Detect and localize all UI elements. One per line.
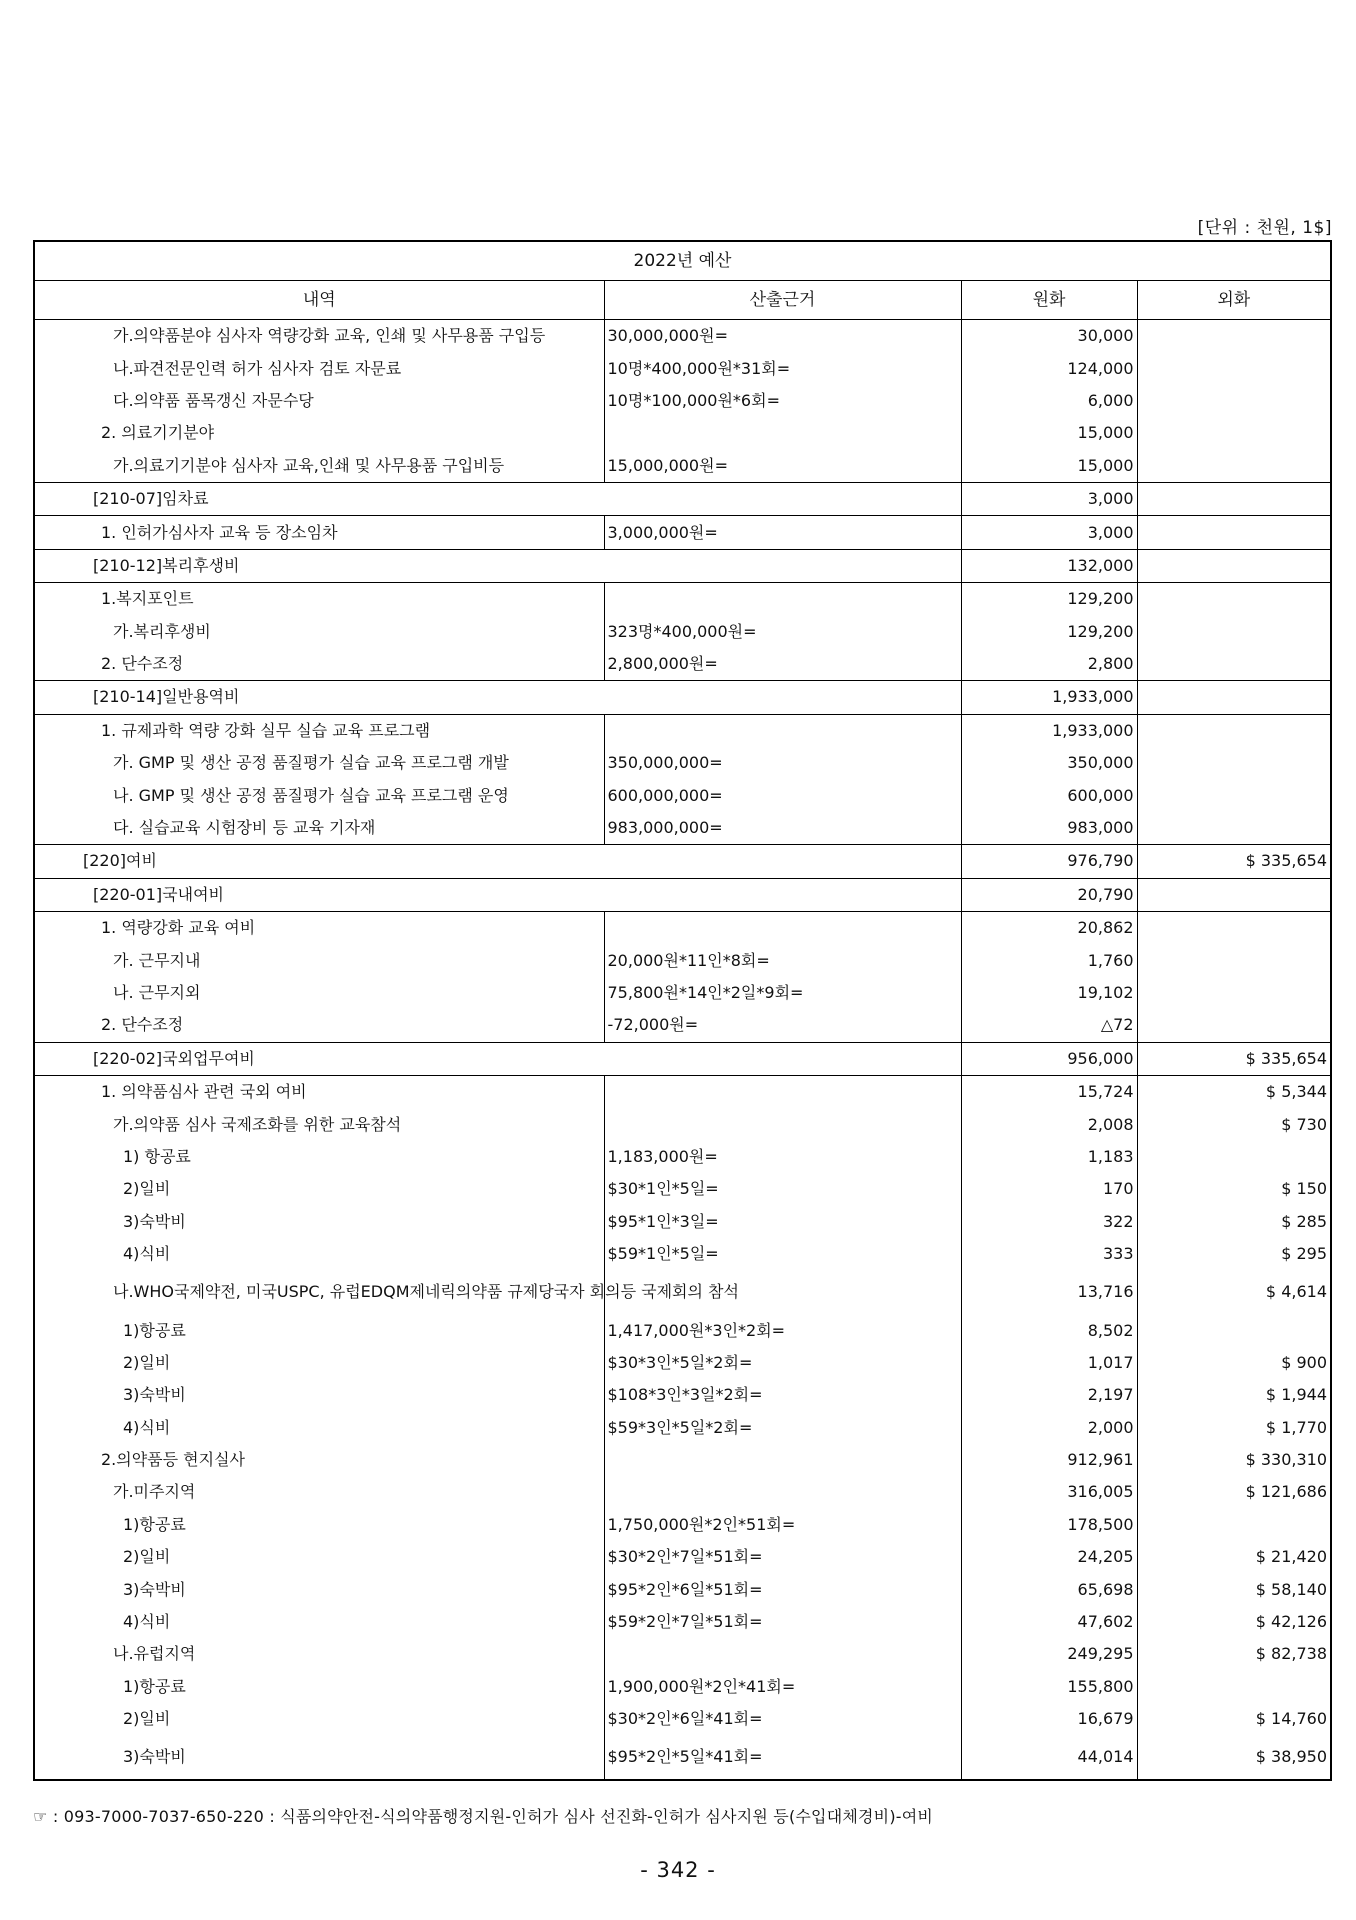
row-krw-amount: 20,790 (961, 878, 1137, 911)
row-basis (604, 1638, 961, 1670)
row-description: [210-14]일반용역비 (34, 681, 961, 714)
row-krw-amount: 912,961 (961, 1444, 1137, 1476)
row-krw-amount: 1,183 (961, 1141, 1137, 1173)
table-row (34, 1476, 1331, 1508)
row-description: 1)항공료 (123, 1676, 186, 1696)
row-description: 1. 규제과학 역량 강화 실무 실습 교육 프로그램 (34, 714, 604, 747)
table-row (34, 1735, 1331, 1780)
row-fx-amount (1137, 648, 1331, 681)
row-krw-amount: 16,679 (961, 1703, 1137, 1735)
row-fx-amount (1137, 516, 1331, 549)
row-basis (604, 1075, 961, 1108)
row-fx-amount: $ 38,950 (1137, 1735, 1331, 1780)
row-basis: 1,750,000원*2인*51회= (604, 1509, 961, 1541)
budget-year-title: 2022년 예산 (34, 241, 1331, 281)
row-fx-amount: $ 150 (1137, 1173, 1331, 1205)
row-krw-amount: 129,200 (961, 616, 1137, 648)
table-row (34, 779, 1331, 811)
row-description: [220-01]국내여비 (34, 878, 961, 911)
table-row (34, 1347, 1331, 1379)
row-fx-amount: $ 335,654 (1137, 845, 1331, 878)
row-krw-amount: 3,000 (961, 516, 1137, 549)
row-fx-amount: $ 295 (1137, 1238, 1331, 1270)
row-basis: $59*3인*5일*2회= (604, 1412, 961, 1444)
row-krw-amount: 350,000 (961, 747, 1137, 779)
row-description: 2.의약품등 현지실사 (101, 1450, 245, 1470)
row-basis: 350,000,000= (604, 747, 961, 779)
unit-label: [단위 : 천원, 1$] (1197, 218, 1332, 238)
row-fx-amount: $ 1,770 (1137, 1412, 1331, 1444)
table-section-row (34, 583, 1331, 616)
row-description: 3)숙박비 (123, 1385, 186, 1405)
row-fx-amount (1137, 385, 1331, 417)
table-row (34, 747, 1331, 779)
row-krw-amount: 1,760 (961, 944, 1137, 976)
row-description: 나.WHO국제약전, 미국USPC, 유럽EDQM제네릭의약품 규제당국자 회의등 국제회의 참석 (113, 1282, 739, 1302)
row-basis (604, 714, 961, 747)
row-krw-amount: 19,102 (961, 977, 1137, 1009)
row-krw-amount: 47,602 (961, 1606, 1137, 1638)
row-basis: 983,000,000= (604, 812, 961, 845)
row-basis (604, 912, 961, 945)
row-krw-amount: 1,933,000 (961, 681, 1137, 714)
row-description: 3)숙박비 (123, 1211, 186, 1231)
row-fx-amount (1137, 878, 1331, 911)
row-basis: $30*2인*6일*41회= (604, 1703, 961, 1735)
row-basis (604, 1444, 961, 1476)
table-row (34, 450, 1331, 483)
row-fx-amount: $ 4,614 (1137, 1270, 1331, 1314)
row-description: 4)식비 (123, 1244, 171, 1264)
table-row (34, 1541, 1331, 1573)
row-krw-amount: 178,500 (961, 1509, 1137, 1541)
row-description: 2)일비 (123, 1352, 171, 1372)
row-krw-amount: 129,200 (961, 583, 1137, 616)
row-description: 4)식비 (123, 1612, 171, 1632)
row-basis: 10명*100,000원*6회= (604, 385, 961, 417)
table-row (34, 1638, 1331, 1670)
table-row (34, 1238, 1331, 1270)
row-krw-amount: 322 (961, 1206, 1137, 1238)
row-krw-amount: 13,716 (961, 1270, 1137, 1314)
row-fx-amount: $ 42,126 (1137, 1606, 1331, 1638)
row-fx-amount (1137, 747, 1331, 779)
row-description: [220]여비 (34, 845, 961, 878)
row-description: 2. 의료기기분야 (101, 423, 215, 443)
row-description: 1. 역량강화 교육 여비 (34, 912, 604, 945)
table-section-row (34, 1042, 1331, 1075)
row-krw-amount: 956,000 (961, 1042, 1137, 1075)
row-krw-amount: 316,005 (961, 1476, 1137, 1508)
row-fx-amount: $ 285 (1137, 1206, 1331, 1238)
table-row (34, 977, 1331, 1009)
row-basis (604, 1108, 961, 1140)
row-description: 나. 근무지외 (113, 983, 201, 1002)
table-row (34, 1108, 1331, 1140)
row-basis: $108*3인*3일*2회= (604, 1379, 961, 1411)
row-fx-amount (1137, 352, 1331, 384)
row-fx-amount (1137, 583, 1331, 616)
row-basis: $30*2인*7일*51회= (604, 1541, 961, 1573)
row-description: 가. 근무지내 (113, 950, 201, 970)
row-fx-amount: $ 900 (1137, 1347, 1331, 1379)
row-fx-amount (1137, 912, 1331, 945)
row-basis: 2,800,000원= (604, 648, 961, 681)
row-krw-amount: 44,014 (961, 1735, 1137, 1780)
header-basis: 산출근거 (604, 281, 961, 320)
row-basis (604, 583, 961, 616)
table-section-row (34, 714, 1331, 747)
table-row (34, 648, 1331, 681)
row-fx-amount (1137, 1314, 1331, 1346)
row-fx-amount (1137, 482, 1331, 515)
table-row (34, 1606, 1331, 1638)
row-description: 가.복리후생비 (113, 621, 211, 641)
row-description: [210-07]임차료 (34, 482, 961, 515)
row-basis: $30*1인*5일= (604, 1173, 961, 1205)
row-fx-amount (1137, 1141, 1331, 1173)
table-row (34, 385, 1331, 417)
row-krw-amount: 6,000 (961, 385, 1137, 417)
row-krw-amount: 155,800 (961, 1671, 1137, 1703)
row-basis: 15,000,000원= (604, 450, 961, 483)
table-section-row (34, 516, 1331, 549)
row-description: 가.미주지역 (113, 1482, 196, 1502)
table-row (34, 1173, 1331, 1205)
table-row (34, 1412, 1331, 1444)
table-row (34, 1270, 1331, 1314)
row-fx-amount (1137, 320, 1331, 353)
row-description: [220-02]국외업무여비 (34, 1042, 961, 1075)
table-row (34, 1141, 1331, 1173)
row-description: 4)식비 (123, 1417, 171, 1437)
row-basis: 1,900,000원*2인*41회= (604, 1671, 961, 1703)
row-description: 나.유럽지역 (113, 1644, 196, 1664)
header-desc: 내역 (34, 281, 604, 320)
table-row (34, 944, 1331, 976)
row-basis: 30,000,000원= (604, 320, 961, 353)
row-krw-amount: 20,862 (961, 912, 1137, 945)
column-header-row (34, 281, 1331, 320)
row-basis: $59*1인*5일= (604, 1238, 961, 1270)
table-section-row (34, 482, 1331, 515)
row-basis: 10명*400,000원*31회= (604, 352, 961, 384)
table-row (34, 1206, 1331, 1238)
row-fx-amount (1137, 944, 1331, 976)
row-basis (604, 1476, 961, 1508)
row-fx-amount (1137, 417, 1331, 449)
row-krw-amount: 170 (961, 1173, 1137, 1205)
row-krw-amount: 1,933,000 (961, 714, 1137, 747)
table-section-row (34, 549, 1331, 582)
footnote: ☞ : 093-7000-7037-650-220 : 식품의약안전-식의약품행정지원-인허가 심사 선진화-인허가 심사지원 등(수입대체경비)-여비 (33, 1807, 934, 1826)
row-fx-amount: $ 82,738 (1137, 1638, 1331, 1670)
table-row (34, 1671, 1331, 1703)
table-row (34, 1314, 1331, 1346)
row-basis (604, 417, 961, 449)
table-row (34, 1444, 1331, 1476)
row-description: 1)항공료 (123, 1514, 186, 1534)
row-fx-amount (1137, 714, 1331, 747)
page-number: - 342 - (640, 1858, 716, 1882)
row-description: 다. 실습교육 시험장비 등 교육 기자재 (113, 818, 376, 838)
table-row (34, 320, 1331, 353)
row-fx-amount: $ 5,344 (1137, 1075, 1331, 1108)
row-krw-amount: 2,000 (961, 1412, 1137, 1444)
row-description: 가.의약품분야 심사자 역량강화 교육, 인쇄 및 사무용품 구입등 (113, 326, 546, 346)
row-fx-amount: $ 58,140 (1137, 1573, 1331, 1605)
row-fx-amount (1137, 1009, 1331, 1042)
row-basis: 20,000원*11인*8회= (604, 944, 961, 976)
table-row (34, 616, 1331, 648)
row-fx-amount (1137, 812, 1331, 845)
row-description: 2)일비 (123, 1179, 171, 1199)
row-fx-amount: $ 1,944 (1137, 1379, 1331, 1411)
row-krw-amount: 65,698 (961, 1573, 1137, 1605)
row-fx-amount (1137, 1671, 1331, 1703)
row-description: 2. 단수조정 (101, 1015, 184, 1035)
row-krw-amount: 132,000 (961, 549, 1137, 582)
table-section-row (34, 878, 1331, 911)
row-krw-amount: 15,000 (961, 417, 1137, 449)
row-basis: $95*2인*5일*41회= (604, 1735, 961, 1780)
row-krw-amount: 976,790 (961, 845, 1137, 878)
row-krw-amount: 333 (961, 1238, 1137, 1270)
budget-table (33, 240, 1332, 1781)
row-basis: $95*2인*6일*51회= (604, 1573, 961, 1605)
table-section-row (34, 1075, 1331, 1108)
row-fx-amount (1137, 779, 1331, 811)
row-description: 3)숙박비 (123, 1579, 186, 1599)
row-krw-amount: 3,000 (961, 482, 1137, 515)
row-krw-amount: 600,000 (961, 779, 1137, 811)
row-description: 다.의약품 품목갱신 자문수당 (113, 390, 314, 410)
row-basis: $30*3인*5일*2회= (604, 1347, 961, 1379)
table-row (34, 1009, 1331, 1042)
row-krw-amount: 124,000 (961, 352, 1137, 384)
row-basis: 75,800원*14인*2일*9회= (604, 977, 961, 1009)
table-row (34, 1573, 1331, 1605)
row-description: 1. 의약품심사 관련 국외 여비 (34, 1075, 604, 1108)
row-krw-amount: 15,000 (961, 450, 1137, 483)
row-fx-amount (1137, 977, 1331, 1009)
table-row (34, 1509, 1331, 1541)
row-fx-amount: $ 330,310 (1137, 1444, 1331, 1476)
row-krw-amount: 2,008 (961, 1108, 1137, 1140)
row-basis: $95*1인*3일= (604, 1206, 961, 1238)
row-fx-amount (1137, 1509, 1331, 1541)
row-krw-amount: 15,724 (961, 1075, 1137, 1108)
row-fx-amount: $ 21,420 (1137, 1541, 1331, 1573)
table-section-row (34, 912, 1331, 945)
row-description: 2. 단수조정 (101, 654, 184, 674)
row-krw-amount: 8,502 (961, 1314, 1137, 1346)
table-row (34, 417, 1331, 449)
header-fx: 외화 (1137, 281, 1331, 320)
table-row (34, 812, 1331, 845)
row-fx-amount (1137, 616, 1331, 648)
row-basis: -72,000원= (604, 1009, 961, 1042)
row-description: [210-12]복리후생비 (34, 549, 961, 582)
table-row (34, 1379, 1331, 1411)
row-description: 가.의료기기분야 심사자 교육,인쇄 및 사무용품 구입비등 (113, 455, 505, 475)
row-fx-amount: $ 335,654 (1137, 1042, 1331, 1075)
row-description: 2)일비 (123, 1547, 171, 1567)
row-krw-amount: △72 (961, 1009, 1137, 1042)
row-basis: 3,000,000원= (604, 516, 961, 549)
row-basis: 1,183,000원= (604, 1141, 961, 1173)
row-krw-amount: 249,295 (961, 1638, 1137, 1670)
header-krw: 원화 (961, 281, 1137, 320)
row-description: 1. 인허가심사자 교육 등 장소임차 (34, 516, 604, 549)
row-krw-amount: 2,197 (961, 1379, 1137, 1411)
row-description: 1.복지포인트 (34, 583, 604, 616)
row-basis: 1,417,000원*3인*2회= (604, 1314, 961, 1346)
row-fx-amount: $ 14,760 (1137, 1703, 1331, 1735)
row-krw-amount: 2,800 (961, 648, 1137, 681)
row-fx-amount (1137, 450, 1331, 483)
row-description: 3)숙박비 (123, 1747, 186, 1767)
row-krw-amount: 1,017 (961, 1347, 1137, 1379)
row-description: 1) 항공료 (123, 1146, 191, 1166)
row-krw-amount: 983,000 (961, 812, 1137, 845)
row-fx-amount (1137, 681, 1331, 714)
row-fx-amount: $ 121,686 (1137, 1476, 1331, 1508)
row-basis: 323명*400,000원= (604, 616, 961, 648)
title-row (34, 241, 1331, 281)
row-description: 나.파견전문인력 허가 심사자 검토 자문료 (113, 358, 402, 378)
row-description: 가. GMP 및 생산 공정 품질평가 실습 교육 프로그램 개발 (113, 753, 509, 773)
row-description: 1)항공료 (123, 1320, 186, 1340)
row-description: 2)일비 (123, 1709, 171, 1729)
table-section-row (34, 681, 1331, 714)
row-fx-amount: $ 730 (1137, 1108, 1331, 1140)
row-basis: 600,000,000= (604, 779, 961, 811)
row-fx-amount (1137, 549, 1331, 582)
table-row (34, 352, 1331, 384)
row-krw-amount: 24,205 (961, 1541, 1137, 1573)
table-row (34, 1703, 1331, 1735)
row-description: 나. GMP 및 생산 공정 품질평가 실습 교육 프로그램 운영 (113, 785, 509, 805)
row-description: 가.의약품 심사 국제조화를 위한 교육참석 (113, 1114, 402, 1134)
row-basis: $59*2인*7일*51회= (604, 1606, 961, 1638)
row-krw-amount: 30,000 (961, 320, 1137, 353)
table-section-row (34, 845, 1331, 878)
